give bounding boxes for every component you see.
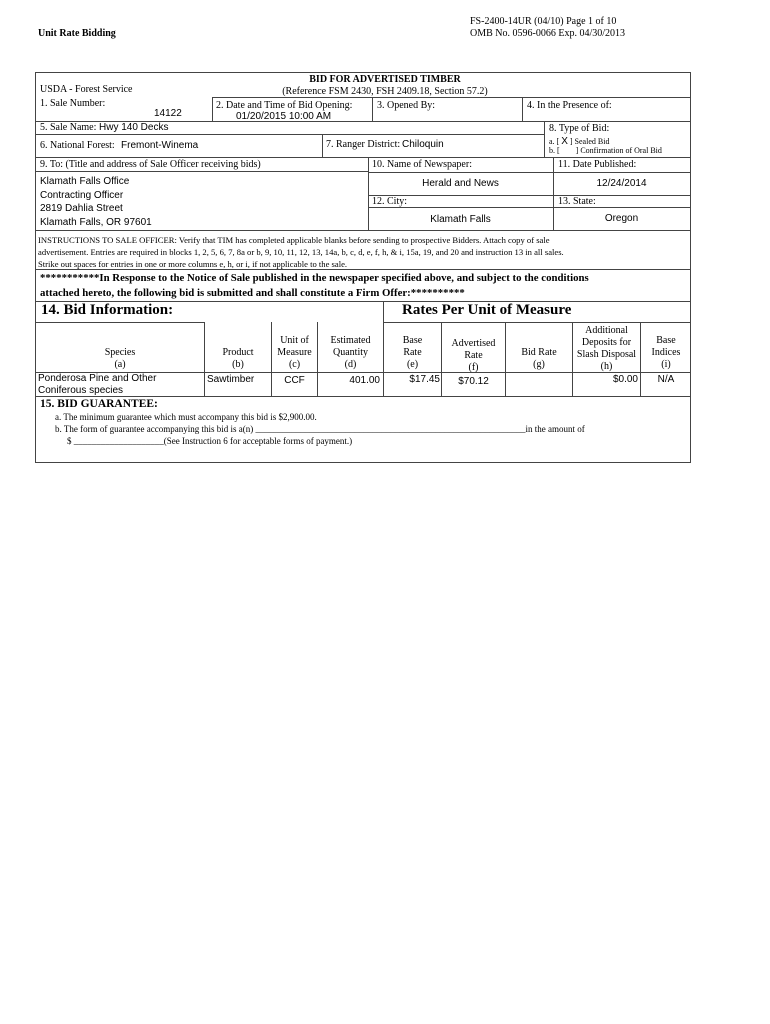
- bid-info-title: 14. Bid Information:: [41, 302, 174, 318]
- product-value[interactable]: Sawtimber: [207, 374, 255, 385]
- national-forest-value[interactable]: Fremont-Winema: [121, 140, 199, 151]
- unit-value[interactable]: CCF: [284, 375, 305, 386]
- guarantee-title: 15. BID GUARANTEE:: [40, 398, 158, 410]
- col-header-bid-rate: Bid Rate (g): [521, 347, 557, 370]
- address-line-2: Contracting Officer: [40, 189, 124, 201]
- col-header-deposits: Additional Deposits for Slash Disposal (h): [576, 325, 637, 372]
- indices-value[interactable]: N/A: [657, 374, 675, 385]
- guarantee-line-b[interactable]: b. The form of guarantee accompanying this bid is a(n) ____________________________________________________________in the amount of: [55, 424, 585, 434]
- sale-name-label: 5. Sale Name:: [40, 122, 97, 133]
- type-of-bid-label: 8. Type of Bid:: [549, 123, 610, 134]
- bid-title: BID FOR ADVERTISED TIMBER: [309, 74, 461, 85]
- state-value[interactable]: Oregon: [604, 213, 639, 224]
- city-label: 12. City:: [372, 196, 408, 207]
- agency: USDA - Forest Service: [40, 84, 133, 95]
- sale-number-value[interactable]: 14122: [154, 108, 182, 119]
- instructions-line-2: advertisement. Entries are required in blocks 1, 2, 5, 6, 7, 8a or b, 9, 10, 11, 12, 13, 14a, b, c, d, e, f, h, & i, 15a, 19, and 20 and instruction 13 in all sales.: [38, 247, 564, 257]
- type-a-prefix: a. [: [549, 137, 560, 146]
- rates-title: Rates Per Unit of Measure: [402, 302, 572, 318]
- national-forest-label: 6. National Forest:: [40, 140, 115, 151]
- sale-officer-address[interactable]: [40, 175, 152, 229]
- instructions: [38, 234, 564, 270]
- quantity-value[interactable]: 401.00: [349, 375, 380, 386]
- guarantee-line-c[interactable]: $ ____________________(See Instruction 6 for acceptable forms of payment.): [67, 436, 353, 446]
- sale-name-value[interactable]: Hwy 140 Decks: [99, 122, 169, 133]
- presence-label: 4. In the Presence of:: [527, 100, 612, 111]
- deposits-value[interactable]: $0.00: [612, 374, 638, 385]
- firm-offer-line-2: attached hereto, the following bid is submitted and shall constitute a Firm Offer:**********: [40, 287, 465, 299]
- col-header-indices: Base Indices (i): [651, 335, 681, 370]
- to-label: 9. To: (Title and address of Sale Officer receiving bids): [40, 159, 261, 170]
- city-value[interactable]: Klamath Falls: [430, 214, 491, 225]
- guarantee-line-a: a. The minimum guarantee which must accompany this bid is $2,900.00.: [55, 412, 317, 422]
- bid-opening-value[interactable]: 01/20/2015 10:00 AM: [236, 111, 332, 122]
- type-b-prefix: b. [: [549, 146, 560, 155]
- sale-number-label: 1. Sale Number:: [40, 98, 106, 109]
- opened-by-label: 3. Opened By:: [377, 100, 436, 111]
- instructions-line-3: Strike out spaces for entries in one or more columns e, h, or i, if not applicable to the sale.: [38, 259, 348, 269]
- form-number: FS-2400-14UR (04/10) Page 1 of 10: [470, 16, 617, 27]
- address-line-1: Klamath Falls Office: [40, 176, 130, 187]
- col-header-unit: Unit of Measure (c): [277, 335, 312, 370]
- bid-opening-label: 2. Date and Time of Bid Opening:: [216, 100, 353, 111]
- species-value[interactable]: Ponderosa Pine and Other Coniferous species: [38, 373, 157, 396]
- base-rate-value[interactable]: $17.45: [409, 374, 440, 385]
- col-header-advertised-rate: Advertised Rate (f): [451, 338, 496, 373]
- col-header-base-rate: Base Rate (e): [402, 335, 423, 370]
- newspaper-value[interactable]: Herald and News: [422, 178, 499, 189]
- address-line-4: Klamath Falls, OR 97601: [40, 216, 152, 228]
- address-line-3: 2819 Dahlia Street: [40, 203, 123, 214]
- date-published-label: 11. Date Published:: [558, 159, 637, 170]
- omb-number: OMB No. 0596-0066 Exp. 04/30/2013: [470, 28, 625, 39]
- state-label: 13. State:: [558, 196, 596, 207]
- type-a-label: ] Sealed Bid: [569, 137, 610, 146]
- col-header-quantity: Estimated Quantity (d): [330, 335, 371, 370]
- type-b-label: ] Confirmation of Oral Bid: [575, 146, 662, 155]
- type-a-checkbox[interactable]: X: [561, 136, 568, 147]
- ranger-district-label: 7. Ranger District:: [326, 139, 401, 150]
- col-header-species: Species (a): [104, 347, 136, 370]
- col-header-product: Product (b): [222, 347, 254, 370]
- date-published-value[interactable]: 12/24/2014: [596, 178, 647, 189]
- ranger-district-value[interactable]: Chiloquin: [402, 139, 444, 150]
- newspaper-label: 10. Name of Newspaper:: [372, 159, 472, 170]
- reference: (Reference FSM 2430, FSH 2409.18, Section 57.2): [282, 86, 488, 97]
- advertised-rate-value[interactable]: $70.12: [458, 376, 489, 387]
- firm-offer-line-1: ***********In Response to the Notice of Sale published in the newspaper specified above, and subject to the conditions: [40, 272, 589, 284]
- instructions-line-1: INSTRUCTIONS TO SALE OFFICER: Verify that TIM has completed applicable blanks before sending to prospective Bidders. Attach copy of sale: [38, 235, 550, 245]
- firm-offer-statement: [40, 271, 589, 301]
- form-title: Unit Rate Bidding: [38, 28, 116, 39]
- type-b-option[interactable]: [549, 146, 662, 155]
